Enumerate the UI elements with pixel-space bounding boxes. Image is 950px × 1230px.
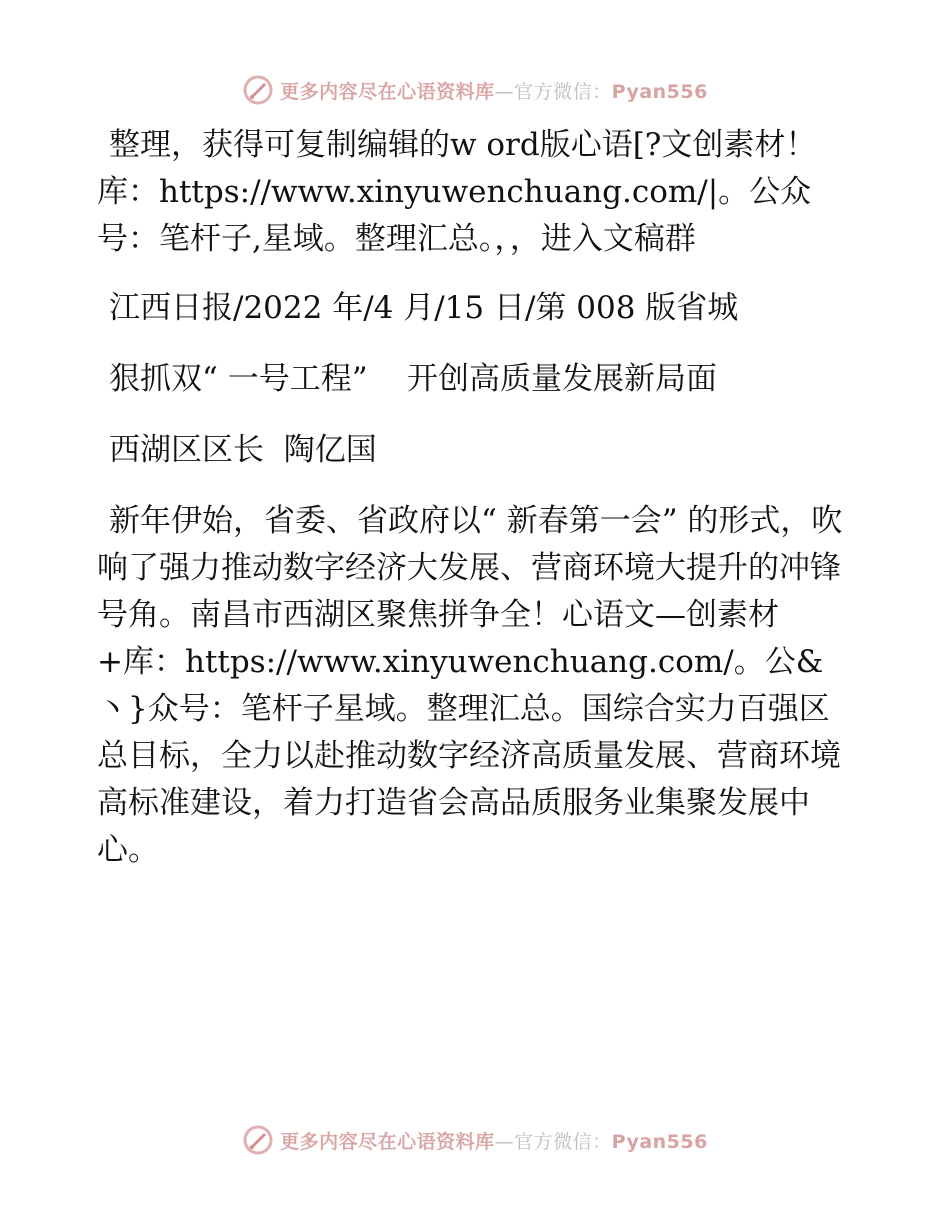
header-banner-text bbox=[280, 77, 708, 104]
header-watermark-banner bbox=[0, 70, 950, 110]
document-content bbox=[97, 122, 857, 874]
footer-wechat-label: 官方微信： bbox=[514, 1130, 612, 1153]
article-headline: 狠抓双“ 一号工程” 开创高质量发展新局面 bbox=[109, 361, 717, 397]
source-line: 江西日报/2022 年/4 月/15 日/第 008 版省城 bbox=[109, 290, 739, 326]
footer-wechat-id: Pyan556 bbox=[611, 1130, 708, 1153]
brand-logo-icon bbox=[242, 74, 274, 106]
body-paragraph: 新年伊始，省委、省政府以“ 新春第一会” 的形式，吹响了强力推动数字经济大发展、营商环境大提升的冲锋号角。南昌市西湖区聚焦拼争全！心语文—创素材+库：https://www.xinyuwenchuang.com/。公&丶}众号：笔杆子星域。整理汇总。国综合实力百强区总目标，全力以赴推动数字经济高质量发展、营商环境高标准建设，着力打造省会高品质服务业集聚发展中心。 bbox=[97, 503, 843, 868]
brand-logo-icon bbox=[242, 1124, 274, 1156]
header-wechat-label: 官方微信： bbox=[514, 80, 612, 103]
footer-watermark-banner bbox=[0, 1120, 950, 1160]
header-separator: — bbox=[494, 80, 515, 103]
footer-brand-text: 更多内容尽在心语资料库 bbox=[280, 1130, 495, 1153]
intro-paragraph: 整理，获得可复制编辑的w ord版心语[?文创素材！库：https://www.xinyuwenchuang.com/|。公众号：笔杆子,星域。整理汇总。，，进入文稿群 bbox=[97, 127, 817, 257]
author-line: 西湖区区长 陶亿国 bbox=[109, 432, 377, 468]
header-wechat-id: Pyan556 bbox=[611, 80, 708, 103]
header-brand-text: 更多内容尽在心语资料库 bbox=[280, 80, 495, 103]
footer-separator: — bbox=[494, 1130, 515, 1153]
footer-banner-text bbox=[280, 1127, 708, 1154]
